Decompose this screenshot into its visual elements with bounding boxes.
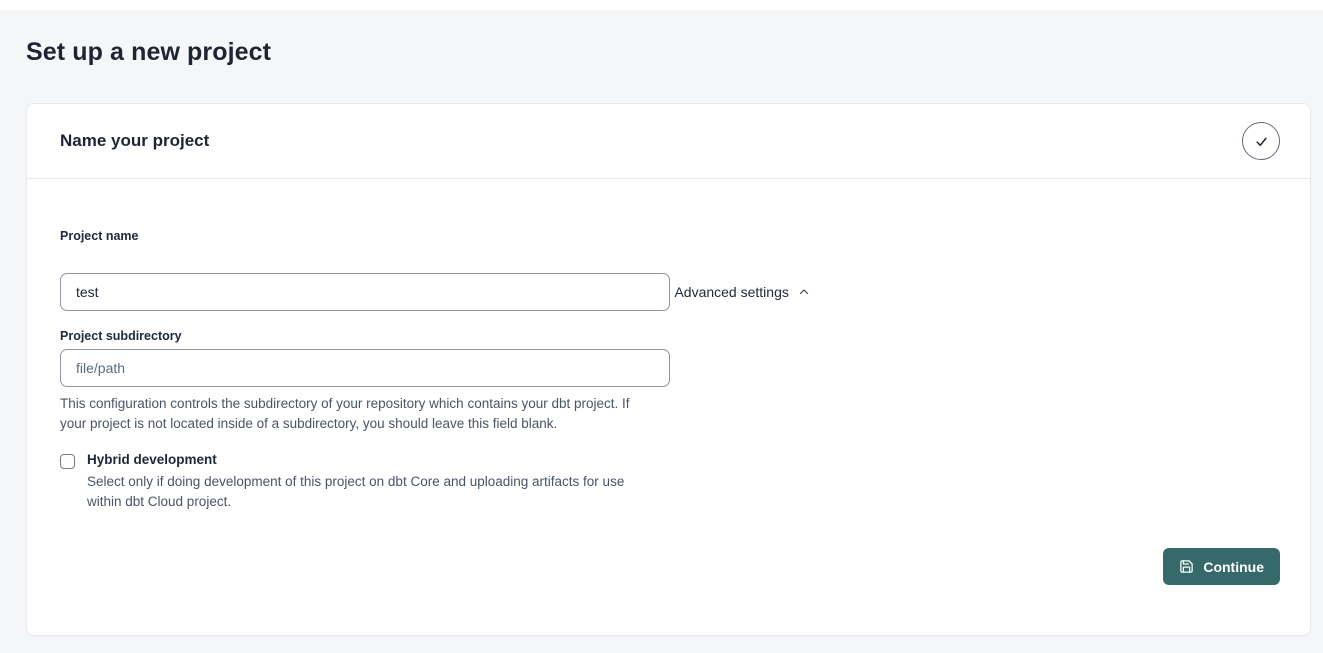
name-your-project-card (26, 103, 1311, 636)
project-name-input[interactable] (60, 273, 670, 311)
card-header (27, 104, 1310, 179)
hybrid-development-checkbox[interactable] (60, 454, 75, 469)
chevron-up-icon (798, 286, 810, 298)
top-strip (0, 0, 1323, 10)
hybrid-development-option (60, 452, 1280, 512)
project-subdirectory-input[interactable] (60, 349, 670, 387)
hybrid-development-description: Select only if doing development of this project on dbt Core and uploading artifacts for use within dbt Cloud project. (87, 474, 625, 509)
advanced-settings-toggle[interactable] (674, 284, 809, 300)
project-subdirectory-label: Project subdirectory (60, 329, 182, 343)
advanced-settings-label: Advanced settings (674, 284, 789, 300)
card-body (27, 179, 1310, 619)
setup-project-page (0, 38, 1323, 636)
project-subdirectory-help-text: This configuration controls the subdirectory of your repository which contains your dbt project. If your project is not located inside of a subdirectory, you should leave this field blank. (60, 396, 630, 431)
step-complete-badge (1242, 122, 1280, 160)
hybrid-development-text (87, 452, 653, 512)
check-icon (1254, 134, 1269, 149)
card-footer (60, 548, 1280, 585)
continue-button[interactable] (1163, 548, 1280, 585)
project-name-label: Project name (60, 229, 139, 243)
continue-button-label: Continue (1203, 558, 1264, 575)
card-title: Name your project (60, 131, 210, 150)
hybrid-development-label[interactable]: Hybrid development (87, 452, 217, 467)
page-title: Set up a new project (26, 38, 272, 66)
project-subdirectory-field (60, 329, 1280, 434)
save-icon (1179, 559, 1194, 574)
